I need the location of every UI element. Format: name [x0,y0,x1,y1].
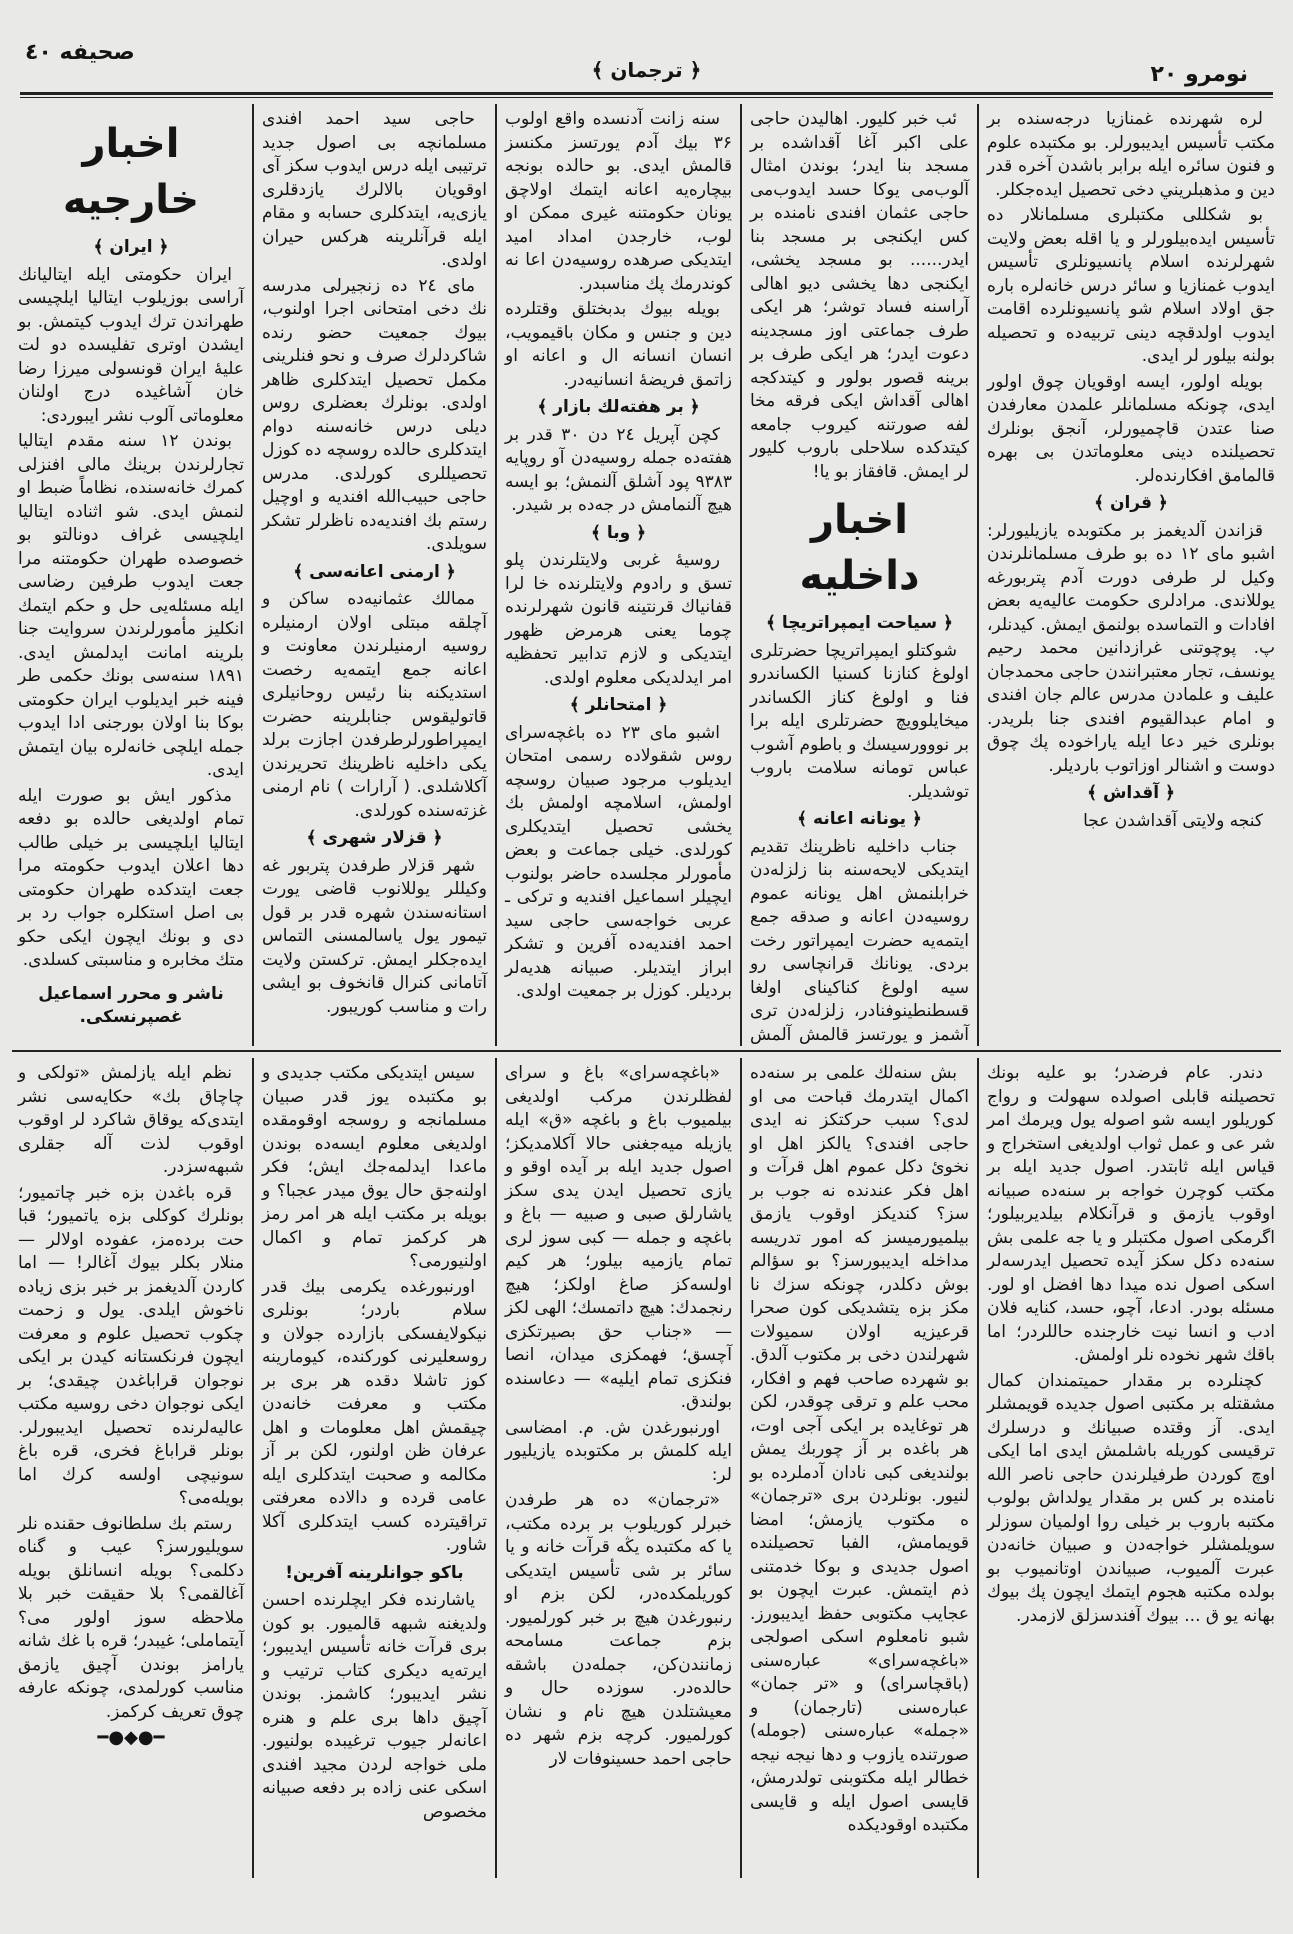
publisher-signature: ناشر و محرر اسماعيل غصپرنسكی. [38,983,224,1027]
top-column-5 [10,104,252,1046]
subheading: ﴿ سياحت ايمپراتريچا ﴾ [766,613,953,633]
issue-number: نومرو ۲۰ [1150,62,1248,87]
top-column-4 [252,104,495,1046]
paragraph: ايران حكومتی ايله ايتاليانك آراسی بوزيلوب ايتاليا ايلچيسی طهراندن ترك ايدوب كيتمش. بو ايشدن اوتری تفليسده دو لت عليهٔ ايران قونسولی ميرزا رضا خان آشاغيده درج اولنان معلوماتی آلوب نشر ايبوردی: [18,264,244,426]
paragraph: ياشارنده فكر ايچلرنده احسن ولديغنه شبهه قالميور. بو كون بری قرآت خانه تأسيس ايديبور؛ ايرته‌يه ديكری كتاب ترتيب و نشر ايديبور؛ كاشمز. بوندن آچيق داها بری علم و هنره اعانه‌لر جيوب ترغيبده بولنيور. ملی خواجه لردن مجيد افندی اسكی عنی زاده بر دفعه صبيانه مخصوص [262,1590,487,1822]
subheading-akdash: ﴿ آقداش ﴾ [1087,783,1175,803]
subheading: ﴿ قزلار شهری ﴾ [306,828,443,848]
subheading-iran: ﴿ ايران ﴾ [93,237,169,257]
paragraph: «باغچه‌سرای» باغ و سرای لفظلرندن مركب اولديغی بيلميوب باغ و باغچه «ق» ايله يازيله ميه‌جغنی حالا آكلامديكز؛ اصول جديد ايله بر آيده اوقو و يازی تحصيل ايدن يدی سكز ياشارلق صبی و صبيه — باغ و باغچه و جمله — كبی سوز لری تمام يازميه بيلور؛ هر كيم اولسه‌كز صاغ اولكز؛ هيچ رنجمدك: هيچ داتمسك؛ الهی لكز — «جناب حق بصيرتكزی آچسق؛ فهمكزی ميدان، انصا فنكزی تمام ايليه» — دعاسنده بولندق. [505,1063,732,1412]
paragraph: شهر قزلار طرفدن پتربور غه وكيللر يوللانوب قاضی يورت استانه‌سندن شهره قدر بر قول تيمور يول ياسالمسنی التماس ايده‌جكلر ايمش. تركستن ولايت آتامانی كنرال قانخوف بو ايشی رات و مناسب كوريبور. [262,855,487,1017]
top-column-3 [495,104,740,1046]
paragraph: مذكور ايش بو صورت ايله تمام اولديغی حالده بو دفعه ايتاليا ايلچيسی بر خيلی طالب دها اعلان ايدوب حكومته مرا جعت ايتدكده طهران حكومتی بی اصل استكلره جواب رد بر دی و بونك ايچون ايكی حكو متك مخابره و مناسبتی كسلدی. [18,785,244,970]
bottom-column-2 [740,1058,977,1878]
bottom-column-5 [10,1058,252,1878]
paragraph: روسيهٔ غربی ولايتلرندن پلو تسق و رادوم ولايتلرنده خا لرا قفانياك قرنتينه قانون شهرلرنده چوما يعنی هرمرض ظهور ايتديكی و لازم تدابير تحفظيه امر ايدلديكی معلوم اولدی. [505,550,732,688]
top-column-2 [740,104,977,1046]
paragraph: بوندن ۱۲ سنه مقدم ايتاليا تجارلرندن برينك مالی افنزلی كمرك خانه‌سنده، نظاماً ضبط او لنمش ايدی. شو اثناده ايتاليا ايلچيسی غراف دونالتو بو خصوصده طهران حكومتنه مرا جعت ايدوب طرفين رضاسی ايله مسئله‌يی حل و حكم ايتمك انكليز مأمورلرندن سروايت جنا بلرينه امانت ايدلمش ايدی. ۱۸۹۱ سنه‌سی بونك حكمی طر فينه خبر ايديلوب ايران حكومتی بوكا بنا اولان بورجنی ادا ايدوب جمله ايلچی خانه‌لره بيان ايتمش ايدی. [18,431,244,780]
paragraph: ممالك عثمانيه‌ده ساكن و آچلقه مبتلی اولان ارمنيلره روسيه ارمنيلرندن معاونت و اعانه جمع ايتمه‌يه رخصت استديكنه بنا رئيس روحانيلری قاتوليقوس جنابلرينه حضرت ايمپراطورلرطرفدن اجازت برلد يكی داخليه ناظرينك تحريرندن آكلاشلدی. ( آرارات ) نام ارمنی غزته‌سنده كورلدی. [262,589,487,821]
paragraph: اورنبورغدن ش. م. امضاسی ايله كلمش بر مكتوبده يازيليور لر: [505,1417,732,1485]
bottom-section [10,1058,1283,1878]
paragraph: رستم بك سلطانوف حقنده نلر سويليورسز؟ عيب و گناه دكلمی؟ بويله انسانلق بويله آغالقمی؟ بلا حقيقت خبر بلا ملاحظه سوز اولور مى؟ آيتماملی؛ غيبدر؛ قره با غك شانه يارامز بوندن آچيق يازمق مناسب كورلمدی، چونكه عارفه چوق تعريف كركمز. [18,1513,244,1722]
subheading: ﴿ ارمنی اعانه‌سی ﴾ [293,561,456,582]
paragraph: بويله اولور، ايسه اوقويان چوق اولور ايدی، چونكه مسلمانلر علمدن معارفدن صنا عتدن قاچميورلر، آنجق بونلرك تحصيلنده دينی معلوماتدن بی بهره قالمامق افكارنده‌لر. [987,371,1275,486]
paragraph: بش سنه‌لك علمی بر سنه‌ده اكمال ايتدرمك قباحت می او لدی؟ سبب حركتكز نه ايدی حاجی افندی؟ يالكز اهل او نخوئ دكل عموم اهل قرآت و اهل فكر عندنده نه جوب بر سز؟ كنديكز اوقوب يازمق بيلميورميسز كه امور تدريسه مداخله ايديبورسز؟ بو سؤالم بوش دكلدر، چونكه سزك نا مكز بزه يتشديكی كون صحرا قرعيزيه اولان سميولات شهرلندن دخی بر مكتوب آلدق. بو شهرده صاحب فهم و افكار، محب علم و ترقی چوقدر، لكن هر توغايده بر ايكی آجی اوت، هر باغده بر آز چوربك يمش بولنديغی كبی نادان آدملرده بو لنيور. بونلردن بری «ترجمان» ه مكتوب يازمش؛ امضا قويمامش، الفبا تحصيلنده اصول جديدی و بوكا خدمتنی ذم ايتمش. عبرت ايچون بو عجايب مكتوبی حفظ ايديبورز. شبو نامعلوم اسكی اصولجی «باغچه‌سرای» عباره‌سنی (باقچاسرای) و «تر جمان» عباره‌سنی (تارجمان) و «جمله» عباره‌سنی (جومله) صورتنده يازوب و دها نيجه نيجه خطالر ايله مكتوبنی تولدرمش، قايسی اصول ايله و قايسی مكتبده اوقوديكده [750,1063,969,1835]
subheading: ﴿ يونانه اعانه ﴾ [797,809,922,829]
subheading: ﴿ وبا ﴾ [590,522,647,543]
bottom-column-4 [252,1058,495,1878]
bottom-column-1 [977,1058,1283,1878]
subheading-kazan: ﴿ قران ﴾ [1094,493,1168,513]
top-section [10,104,1283,1046]
paragraph: قره باغدن بزه خبر چاتميور؛ بونلرك كوكلی بزه ياتميور؛ قبا حت برده‌مز، عفوده اولالر — منلار بكلر بيوك آغالر! — اما كاردن آلديغمز بر خبر بزی زياده ناخوش ايلدی. يول و زحمت چكوب تحصيل علوم و معرفت ايچون فرنكستانه كيدن بر ايكی نوجوان قراباغدن چيقدی؛ بر ايكی نوجوان دخی روسيه مكتب عاليه‌لرنده تحصيل ايديبورلر. بونلر قراباغ فخری، قره باغ سونيچی اولسه كرك اما بويله‌مى؟ [18,1182,244,1508]
paragraph: قزاندن آلديغمز بر مكتوبده يازيليورلر: اشبو ماى ۱۲ ده بو طرف مسلمانلرندن وكيل لر طرفی دورت آدم پتربورغه يوللاندی. مرادلری حكومت عاليه‌يه بعض افادات و التماسده بولنمق ايمش. كيدنلر، پ. پوچوتنی غرازدانين محمد رحيم يونسف، تجار معتبرانندن حاجی محمدجان عليف و علمادن مدرس عالم جان افندی و امام عبدالقيوم افندی جنا بلريدر. بونلری خير دعا ايله ياراخوده پك چوق دوست و اشنالر اوزاتوب بارديلر. [987,520,1275,776]
paragraph: لره شهرنده غمنازيا درجه‌سنده بر مكتب تأسيس ايديبورلر. بو مكتبده علوم و فنون سائره ايله برابر باشدن آخره قدر دين و مذهبلريني دخی تحصيل ايده‌جكلر. [987,109,1275,200]
paragraph: كنجه ولايتی آقداشدن عجا [1083,810,1263,831]
paragraph: «ترجمان» ده هر طرفدن خبرلر كوريلوب بر برده مكتب، يا كه مكتبده يڭه قرآت خانه و يا سائر بر شی تأسيس ايتديكی كوريلمكده‌در، لكن بزم او رنبورغدن هيچ بر خبر كورلميور. بزم جماعت مسامحه زمانندن‌كن، جمله‌دن باشقه حالده‌در. سوزده حال و معيشتلدن هيچ نام و نشان كورلميور. كرچه بزم شهر ده حاجی احمد حسينوفات لار [505,1490,732,1769]
bottom-column-3 [495,1058,740,1878]
paragraph: جناب داخليه ناظرينك تقديم ايتديكی لايحه‌سنه بنا زلزله‌دن خرابلنمش اهل يونانه عموم روسيه‌دن اعانه و صدقه جمع ايتمه‌يه حضرت ايمپراتور رخت بردی. يونانك قرانچاسی رو سيه اولوغ كناكينای اولغا قسطنطينوفنادر، زلزله‌دن تری آشمز و يورتسز قالمش آلمش [750,836,969,1045]
subheading: باكو جوانلرينه آفرين! [285,1562,464,1583]
paragraph: شوكتلو ايمپراتريچا حضرتلری اولوغ كنازنا كسنيا الكساندرو فنا و اولوغ كناز الكساندر ميخايلوويچ حضرتلری ايله برا بر نووورسيسك و باطوم آشوب عباس تومانه سلامت باروب توشديلر. [750,640,969,802]
paragraph: سنه زانت آدنسده واقع اولوب ۳۶ بيك آدم يورتسز مكنسز قالمش ايدی. بو حالده بونجه بيچاره‌يه اعانه ايتمك اولاچق يونان حكومتنه غيری ممكن او لوب، خارجدن امداد اميد ايتديكی صرهده روسيه‌دن اعا نه كوندرمك پك مناسبدر. [505,109,732,294]
newspaper-title: ﴿ ترجمان ﴾ [591,58,702,82]
page-number: صحيفه ٤٠ [25,40,135,65]
header-rule [20,92,1273,98]
paragraph: سيس ايتديكی مكتب جديدی و بو مكتبده يوز قدر صبيان مسلمانجه و روسجه اوقومقده اولديغی معلوم ايسه‌ده بوندن ماعدا ايدلمه‌جك ايش؛ فكر اولنه‌جق حال يوق ميدر عجبا؟ و بويله بر مكتب ايله هر امر رمز هر كركمز تمام و اكمال اولنيورمی؟ [262,1063,487,1271]
paragraph: ماى ۲٤ ده زنجيرلی مدرسه نك دخی امتحانی اجرا اولنوب، بيوك جمعيت حضو رنده شاكردلرك صرف و نحو فنلرينی مكمل تحصيل ايتدكلری ظاهر اولدی. بونلرك بعضلری روس ديلی درس خانه‌سنه دوام ايتدكلری حالده روسچه ده كوزل تحصيللری كورلدی. مدرس حاجی حبيب‌الله افنديه و اوچيل رستم بك افنديه‌ده ناظرلر تشكر سويلدی. [262,275,487,554]
paragraph: حاجی سيد احمد افندی مسلمانچه بی اصول جديد ترتيبی ايله درس ايدوب سكز آی اوقويان بالالرك يازدقلری يازی‌يه، ايتدكلری حسابه و مقام ايله قرآنلرينه هركس حيران اولدی. [262,109,487,270]
top-column-1 [977,104,1283,1046]
paragraph: اشبو ماى ۲۳ ده باغچه‌سرای روس شقولاده رسمی امتحان ايديلوب مرجود صبيان روسچه اولمش، اسلامچه اولمش بك يخشی تحصيل ايتديكلری كورلدی. خيلی جماعت و بعض مأمورلر مجلسده حاضر بولنوب ايچيلر اسماعيل افنديه و تركی ـ عربی خواجه‌سی حاجی سيد احمد افنديه‌ده آفرين و تشكر ابراز ايتديلر. صبيانه هديه‌لر برديلر. كوزل بر جمعيت اولدی. [505,722,732,1001]
paragraph: بو شكللی مكتبلری مسلمانلار ده تأسيس ايده‌بيلورلر و يا اقله بعض ولايت شهرلرنده اسلام پانسيونلری تأسيس ايدوب غمنازيا و سائر درس خانه‌لره باره جق اولاد اسلام شو پانسيونلرده اقامت ايدوب اولدقچه دينی تربيه‌ده و تحصيله بولنه بيلور لر ايدی. [987,205,1275,366]
paragraph: كچن آپريل ۲٤ دن ۳۰ قدر بر هفته‌ده جمله روسيه‌دن آو روپايه ۹۳۸۳ پود آشلق آلنمش؛ بو ايسه هيچ آلنمامش در جه‌ده بر شيدر. [505,424,732,515]
paragraph: اورنبورغده يكرمی بيك قدر سلام باردر؛ بونلری نيكولايفسكی بازارده جولان و روسعليرنی كوركنده، كيومارينه كوز تاشلا دقده هر بری بر مكتب و معرفت خانه‌دن چيقمش اهل معلومات و اهل عرفان ظن اولنور، لكن بر آز مكالمه و صحبت ايتدكلری ايله عامی قرده و دالاده معرفتی تراقيترده كسب ايتدكلری آكلا شاور. [262,1276,487,1555]
ornament-divider: ━●◆●━ [97,1727,165,1748]
section-heading-domestic-news: اخبار داخليه [799,497,920,599]
paragraph: دندر. عام فرضدر؛ بو عليه بونك تحصيلنه قابلی اصولده سهولت و رواج كوريلور ايسه شو اصوله يول ويرمك امر شر عی و عمل ثواب اولديغی استخراج و قياس ايله ثابتدر. اصول جديد ايله بر مكتب كوچرن خواجه بر سنه‌ده صبيانه اوقوب يازمق و قرآنكلام بيلديربيلور؛ اگرمكی اصول مكتبلر و يا جه علمی بش سنه‌ده دكل سكز آيده تحصيل ايدرسه‌لر اسكی اصول نده ميدا دها افضل او لور. مسئله بودر. ادعا، آچو، حسد، كنايه فلان ادب و انسا نيت خارجنده حاللردر؛ اما باقك شهر نخوده نلر اولمش. [987,1063,1275,1365]
section-divider [12,1050,1281,1052]
masthead [15,40,1278,95]
section-heading-foreign-news: اخبار خارجيه [62,121,200,223]
paragraph: كچنلرده بر مقدار حميتمندان كمال مشقتله بر مكتبی اصول جديده قويمشلر ايدی. آز وقتده صبيانك و درسلرك ترقيسی كوريله باشلمش ايدی اما ايكی اوچ كوردن طرفيلرندن حاجی ناصر الله نامنده بر كس بر مقدار يولداش بولوب مكتبه باروب بر خيلی روا اولميان سوزلر سويلمشلر خواجه‌دن و صبيان خانه‌دن عبرت آلميوب، صبياندن اوتانميوب بو بولده مكتبه هجوم ايتمك ايچون پك بيوك بهانه يو ق ... بيوك آفندسزلق لازمدر. [987,1370,1275,1626]
paragraph: ئب خبر كليور. اهاليدن حاجی علی اكبر آغا آقداشده بر مسجد بنا ايدر؛ بوندن امثال آلوب‌مى يوكا حسد ايدوب‌مى حاجی عثمان افندی نامنده بر كس ايكنجی بر مسجد بنا ايدر...... بو مسجد يخشى، ايكنجى دها يخشى ديو اهالی آراسنه فساد توشر؛ هر ايكی طرف جماعتی اوز مسجدينه دعوت ايدر؛ هر ايكی طرف بر برينه قصور بولور و كيتدكجه اهالی آقداش ايكی فرقه مخا لفه صورتنه كيروب جامعه كيتدكده سلاحلى باروب كليور لر ايمش. قافقاز بو يا! [750,109,969,482]
subheading: ﴿ بر هفته‌لك بازار ﴾ [537,397,700,417]
paragraph: بويله بيوك بدبختلق وقتلرده دين و جنس و مكان باقيمويب، انسان انسانه ال و اعانه او زاتمق فريضهٔ انسانيه‌در. [505,299,732,390]
subheading: ﴿ امتحانلر ﴾ [569,695,668,715]
paragraph: نظم ايله يازلمش «تولكی و چاچاق بك» حكايه‌سی نشر ايتدی‌كه يوقاق شاكرد لر اوقوب اوقوب لذت آله جقلری شبهه‌سزدر. [18,1063,244,1177]
